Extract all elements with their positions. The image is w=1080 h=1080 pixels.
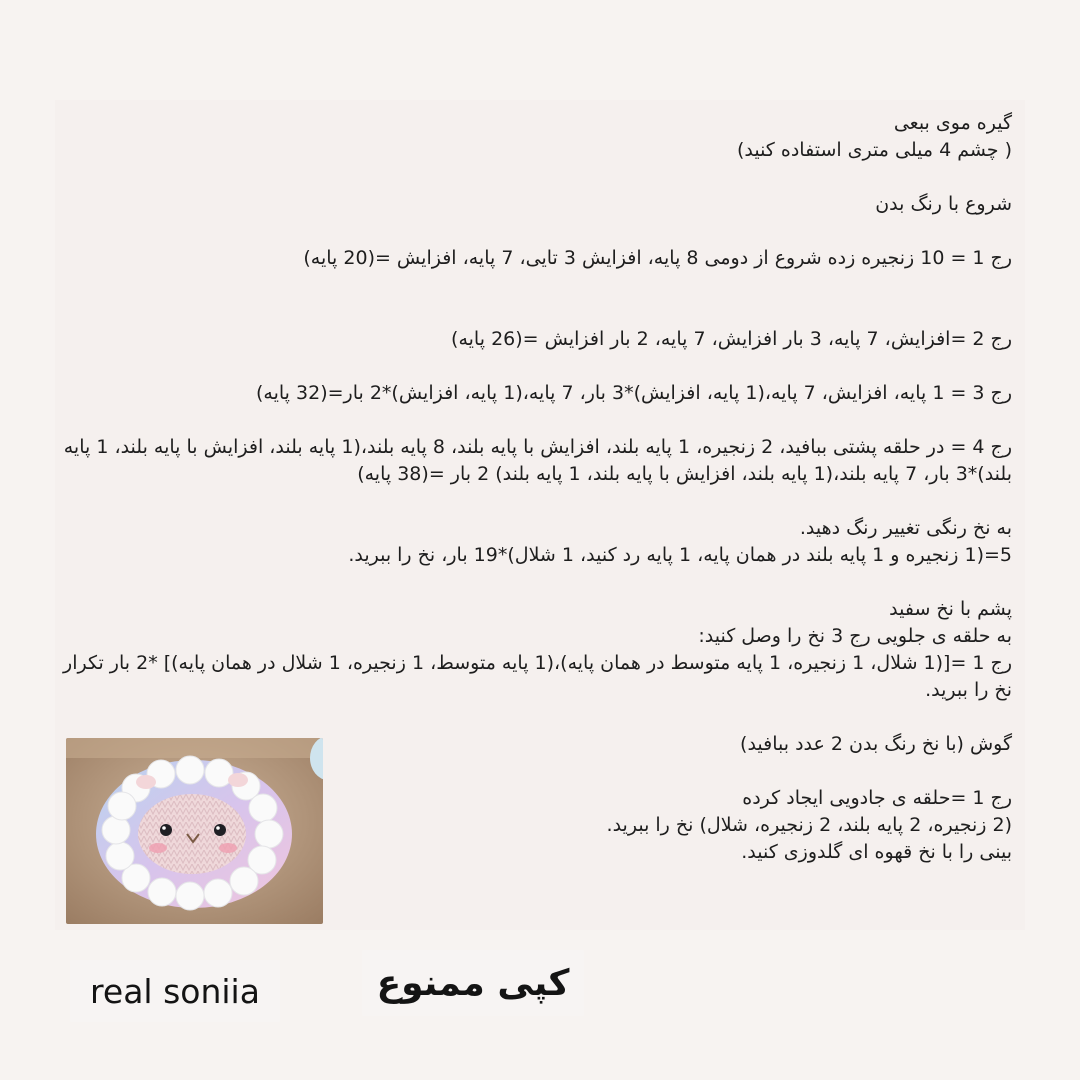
wool-title: پشم با نخ سفید [889,598,1012,620]
row-3: رج 3 = 1 پایه، افزایش، 7 پایه،(1 پایه، افزایش)*3 بار، 7 پایه،(1 پایه، افزایش)*2 بار=(32 پایه) [255,382,1012,404]
start-instruction: شروع با رنگ بدن [875,193,1012,215]
nose-instruction: بینی را با نخ قهوه ای گلدوزی کنید. [741,841,1012,863]
no-copy-watermark [362,950,584,1016]
eye-note: ( چشم 4 میلی متری استفاده کنید) [736,139,1012,161]
wool-attach: به حلقه ی جلویی رج 3 نخ را وصل کنید: [698,625,1012,647]
no-copy-label: کپی ممنوع [376,962,570,1004]
color-change: به نخ رنگی تغییر رنگ دهید. [799,517,1012,539]
ear-title: گوش (با نخ رنگ بدن 2 عدد ببافید) [740,733,1012,755]
row-4: رج 4 = در حلقه پشتی ببافید، 2 زنجیره، 1 پایه بلند، افزایش با پایه بلند، 8 پایه بلند،(1 پایه بلند، افزایش با پایه بلند، 1 پایه بلند)*3 بار، 7 پایه بلند،(1 پایه بلند، افزایش با پایه بلند، 1 پایه بلند) 2 بار =(38 پایه) [63,436,1012,485]
wool-cut: نخ را ببرید. [925,679,1012,701]
author-watermark [70,960,280,1022]
row-5: 5=(1 زنجیره و 1 پایه بلند در همان پایه، 1 پایه رد کنید، 1 شلال)*19 بار، نخ را ببرید. [348,544,1012,566]
author-name: real soniia [90,971,260,1011]
ear-row-2: (2 زنجیره، 2 پایه بلند، 2 زنجیره، شلال) نخ را ببرید. [606,814,1012,836]
ear-row-1: رج 1 =حلقه ی جادویی ایجاد کرده [742,787,1012,809]
sheep-hairclip-photo [66,738,323,924]
row-1: رج 1 = 10 زنجیره زده شروع از دومی 8 پایه، افزایش 3 تایی، 7 پایه، افزایش =(20 پایه) [303,247,1012,269]
row-2: رج 2 =افزایش، 7 پایه، 3 بار افزایش، 7 پایه، 2 بار افزایش =(26 پایه) [451,328,1012,350]
pattern-title: گیره موی ببعی [893,112,1012,134]
wool-row: رج 1 =[(1 شلال، 1 زنجیره، 1 پایه متوسط در همان پایه)،(1 پایه متوسط، 1 زنجیره، 1 شلال در همان پایه)] *2 بار تکرار [63,652,1012,674]
